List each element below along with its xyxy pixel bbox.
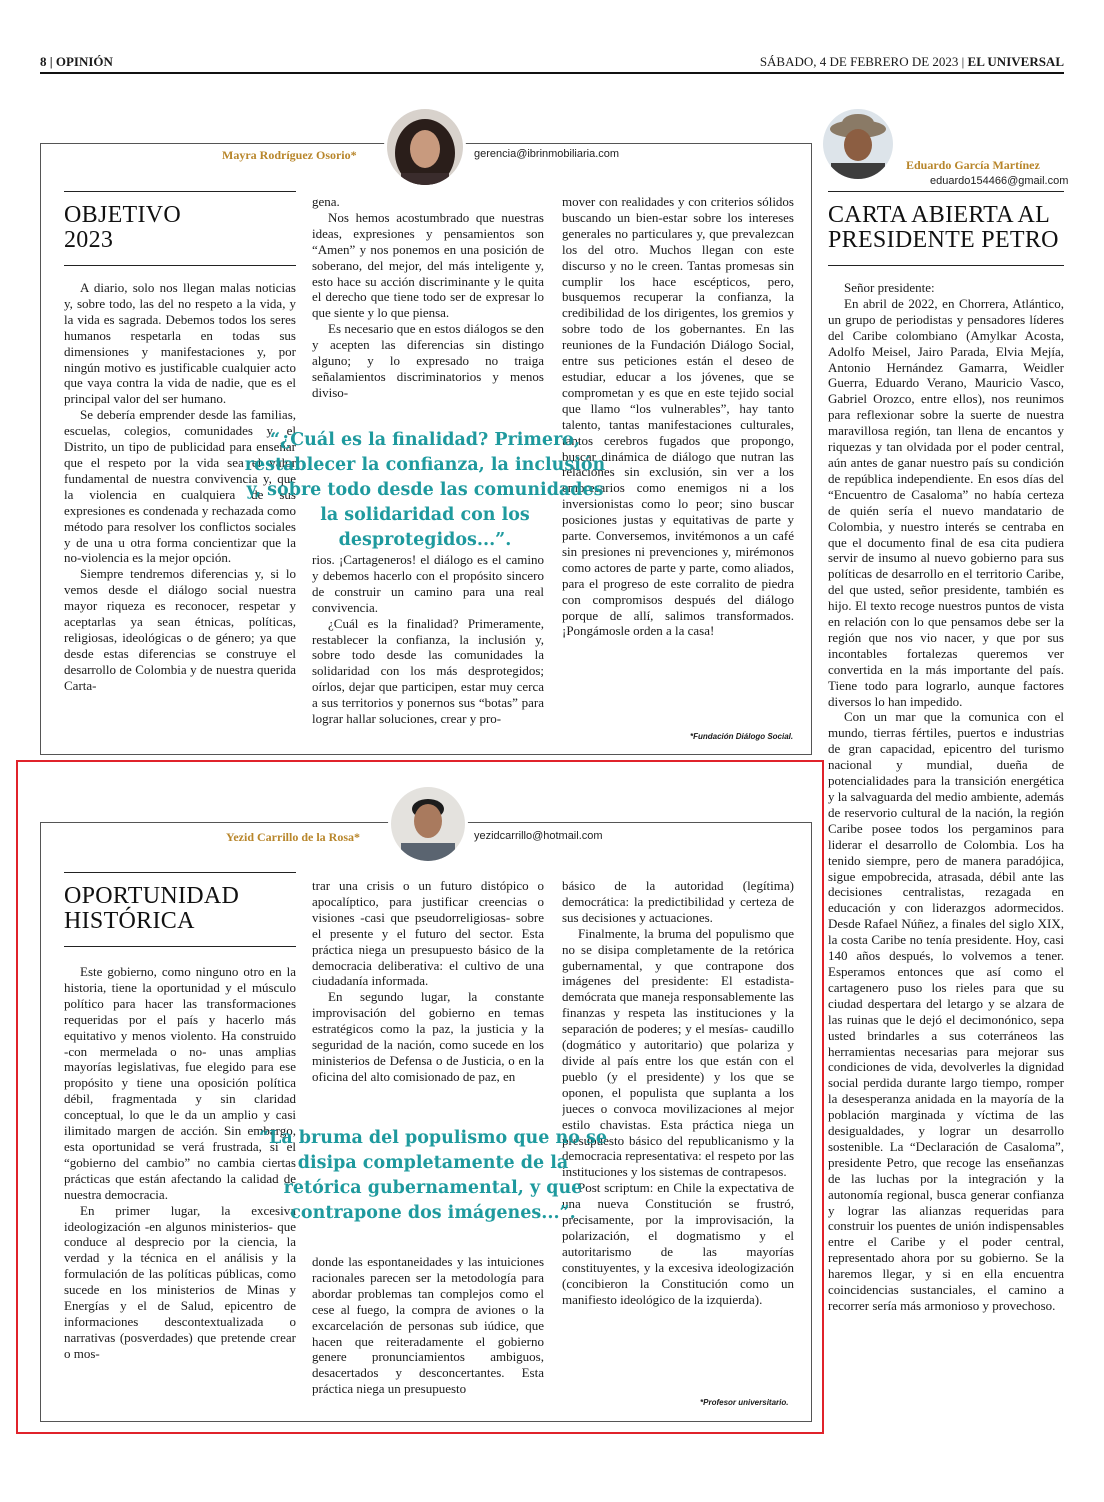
paragraph: rios. ¡Cartageneros! el diálogo es el camino y debemos hacerlo con el propósito sincero de construir un camino para una real convivencia.: [312, 552, 544, 615]
headline-rule-bottom: [64, 265, 296, 266]
author-photo: [820, 106, 896, 182]
pull-quote: “La bruma del populismo que no se disipa completamente de la retórica gubernamental, y que contrapone dos imágenes...”.: [258, 1128, 607, 1223]
headline-line-2: PRESIDENTE PETRO: [828, 227, 1059, 253]
page-section-label: 8 | OPINIÓN: [40, 54, 113, 69]
headline-rule-bottom: [828, 265, 1064, 266]
pull-quote: “¿Cuál es la finalidad? Primero, restablecer la confianza, la inclusión y, sobre todo desde las comunidades la solidaridad con los desprotegidos...”.: [244, 430, 606, 550]
page-date-masthead: [760, 54, 1064, 70]
paragraph: Es necesario que en estos diálogos se den y acepten las diferencias sin distingo alguno; y lo expresado no traiga señalamientos discriminatorios y menos diviso-: [312, 321, 544, 400]
paragraph: En primer lugar, la excesiva ideologización -en algunos ministerios- que conduce al desprecio por la ciencia, la verdad y la técnica en el análisis y la formulación de las políticas públicas, como sucede en los ministerios de Minas y Energías y el de Salud, epicentro de informaciones descontextualizada o narrativas (posverdades) que pretende crear o mos-: [64, 1202, 296, 1361]
paragraph: Finalmente, la bruma del populismo que no se disipa completamente de la retórica gubernamental, y que contrapone dos imágenes del presidente: El estadista-demócrata que maneja responsablemente las finanzas y respeta las instituciones y la separación de poderes; y el mesías- caudillo (dogmático y autoritario) que polariza y divide al país entre los que están con el pueblo (y el presidente) y los que se oponen, el populista que suplanta a los jueces o convoca movilizaciones al mejor estilo chavistas. Esta práctica niega un presupuesto básico del republicanismo y la democracia representativa: el respeto por las instituciones y los sistemas de contrapesos.: [562, 925, 794, 1180]
author-signature: *Profesor universitario.: [700, 1398, 789, 1407]
paragraph: donde las espontaneidades y las intuiciones racionales parecen ser la metodología para abordar problemas tan complejos como el cese al fuego, la compra de aviones o la excarcelación de personas sub iúdice, que hacen que reiteradamente el gobierno genere pronunciamientos ambiguos, desacertados y desconcertantes. Esta práctica niega un presupuesto: [312, 1254, 544, 1397]
paragraph: Con un mar que la comunica con el mundo, tierras fértiles, puertos e industrias de gran capacidad, epicentro del turismo nacional y mundial, dueña de potencialidades para la transición energética y la salvaguarda del medio ambiente, además de reservorio cultural de la nación, la región Caribe posee todos los pergaminos para liderar el desarrollo de Colombia. Los ha tenido siempre, pero de manera paradójica, sigue empobrecida, atrasada, débil ante las decisiones centralistas, rezagada en educación y con liderazgos adormecidos. Desde Rafael Núñez, a finales del siglo XIX, la costa Caribe no tenía presidente. Hoy, casi 140 años después, lo volvemos a tener. Esperamos entonces que así como el cartagenero puso los rieles para que su ciudad despertara del letargo y se alzara de las ruinas que le dejó el decimonónico, sepa usted brindarles a sus coterráneos las herramientas necesarias para mejorar sus condiciones de vida, devolverles la dignidad social perdida durante largo tiempo, romper la desesperanza anidada en la mayoría de la población marginada y víctima de las desigualdades, y lograr un desarrollo sostenible. La “Declaración de Casaloma”, presidente Petro, que recoge las enseñanzas de las luchas por la integración y la autonomía regional, busca generar confianza y lograr las alianzas requeridas para construir los puentes de unión indispensables entre el Caribe y el poder central, representado ahora por su gobierno. Se la haremos llegar, y si en ella encuentra coincidencias sustanciales, el camino a recorrer sería más armonioso y provechoso.: [828, 709, 1064, 1313]
paragraph: Nos hemos acostumbrado que nuestras ideas, expresiones y pensamientos son “Amen” y nos ponemos en una posición de soberano, del mejor, del más inteligente y, esto hace su acción discriminante y le quita el derecho que tiene todo ser de expresar lo que siente y lo que piensa.: [312, 209, 544, 321]
paragraph: Post scriptum: en Chile la expectativa de una nueva Constitución se frustró, precisamente, por la improvisación, la polarización, el dogmatismo y el autoritarismo de las mayorías constituyentes, y la excesiva ideologización (concibieron la Constitución como un manifiesto ideológico de la izquierda).: [562, 1180, 794, 1307]
article-column-2-top: [312, 194, 544, 406]
headline-line-1: CARTA ABIERTA AL: [828, 202, 1051, 228]
portrait-icon: [823, 109, 893, 179]
headline-rule: [64, 191, 296, 192]
headline-line-1: OBJETIVO: [64, 202, 182, 228]
paragraph: En abril de 2022, en Chorrera, Atlántico, un grupo de periodistas y pensadores líderes del Caribe colombiano (Amylkar Acosta, Adolfo Meisel, Jairo Parada, Elvia Mejía, Antonio Hernández Gamarra, Weidler Guerra, Eduardo Verano, Mauricio Vasco, Gabriel Orozco, entre ellos), nos reunimos para reflexionar sobre la suerte de nuestra maravillosa región, tan llena de encantos y riquezas y tan olvidada por el poder central, aún antes de ganar nuestro país su condición de república independiente. En esos días del “Encuentro de Casaloma” no había certeza de quién sería el nuevo mandatario de Colombia, y nuestro interés se centraba en que el documento final de esa cita pudiera servir de insumo al nuevo gobierno para sus políticas de desarrollo en el territorio Caribe, del que usted, señor presidente, también es hijo. El texto recoge nuestros puntos de vista en relación con lo que pensamos debe ser la región que nos vio nacer, y que por sus incontables fortalezas queremos ver convertida en la más importante del país. Tiene todo para lograrlo, aunque factores diversos lo han impedido.: [828, 295, 1064, 709]
author-email: yezidcarrillo@hotmail.com: [474, 830, 603, 842]
article-column-2-bottom: [312, 552, 544, 744]
portrait-icon: [387, 109, 463, 185]
paragraph: Este gobierno, como ninguno otro en la historia, tiene la oportunidad y el músculo político para hacer las transformaciones requeridas por el país y hacerlo más equitativo y menos violento. Ha construido -con mermelada o no- unas amplias mayorías legislativas, fue elegido para ese propósito y tiene una oposición política débil, fragmentada y sin claridad conceptual, lo que le da un amplio y casi ilimitado margen de acción. Sin embargo, esta oportunidad se verá frustrada, si el “gobierno del cambio” no cambia ciertas prácticas que están afectando la calidad de nuestra democracia.: [64, 964, 296, 1202]
paragraph: ¿Cuál es la finalidad? Primeramente, restablecer la confianza, la inclusión y, sobre todo desde las comunidades la solidaridad con los más desprotegidos; oírlos, dejar que participen, estar muy cerca a sus territorios y ponernos sus “botas” para lograr hallar soluciones, crear y pro-: [312, 615, 544, 727]
author-name: Yezid Carrillo de la Rosa*: [226, 830, 360, 844]
author-signature: *Fundación Diálogo Social.: [690, 732, 794, 741]
paragraph: Siempre tendremos diferencias y, si lo vemos desde el diálogo social nuestra mayor riqueza es reconocer, respetar y aceptarlas ya sean étnicas, políticas, religiosas, ideológicas o de género; ya que desde estas diferencias se construye el desarrollo de Colombia y de nuestra querida Carta-: [64, 566, 296, 693]
highlight-selection-frame: [16, 760, 824, 1434]
article-column-body: [828, 280, 1064, 1410]
paragraph: trar una crisis o un futuro distópico o apocalíptico, para justificar creencias o visiones -casi que pseudorreligiosas- sobre el presente y el futuro del sector. Esta práctica niega un presupuesto básico de la democracia deliberativa: el cultivo de una ciudadanía informada.: [312, 878, 544, 989]
paragraph: A diario, solo nos llegan malas noticias y, sobre todo, las del no respeto a la vida, y la vida es sagrada. Debemos todos los seres humanos respetarla en todas sus dimensiones y manifestaciones y, por ningún motivo es justificable cualquier acto que vaya contra la vida de nadie, que es el principal valor del ser humano.: [64, 280, 296, 407]
header-rule: [40, 72, 1064, 74]
author-email: eduardo154466@gmail.com: [930, 175, 1069, 187]
paragraph: mover con realidades y con criterios sólidos buscando un bien-estar sobre los intereses generales no particulares y, que prevalezcan los del otro. Muchos llegan con este discurso y no le creen. Tantas promesas sin cumplir los hace escépticos, pero, busquemos recuperar la confianza, la credibilidad de los dirigentes, los gremios y sobre todo de los gobernantes. En las reuniones de la Fundación Diálogo Social, entre sus peticiones están el deseo de estudiar, educar a los jóvenes, que se comprometan y es que en este tejido social que llamo “los vulnerables”, hay tanto talento, tantas manifestaciones culturales, tantos cerebros fugados que propongo, buscar dinámica de diálogo que nutran las relaciones sin exclusión, sin ver a los empresarios como enemigos ni a los inversionistas como lo peor; sino buscar posiciones justas y equitativas de parte y parte. Conversemos, invitémonos a un café sin presiones ni prevenciones y, mirémonos como actores de parte y parte, como aliados, para el progreso de este corralito de piedra con compromisos después del diálogo porque de allí, salimos transformados. ¡Pongámosle orden a la casa!: [562, 194, 794, 639]
paragraph: En segundo lugar, la constante improvisación del gobierno en temas estratégicos como la paz, la justicia y la seguridad de la nación, como sucede en los ministerios de Defensa o de Justicia, o en la oficina del alto comisionado de paz, en: [312, 989, 544, 1084]
paragraph: gena.: [312, 194, 340, 209]
author-photo: [384, 106, 466, 188]
page-date: SÁBADO, 4 DE FEBRERO DE 2023 |: [759, 54, 965, 69]
headline-line-1: OPORTUNIDAD: [64, 883, 240, 909]
headline-line-2: HISTÓRICA: [64, 908, 195, 934]
article-headline: [828, 203, 1059, 253]
author-name: Eduardo García Martínez: [906, 158, 1040, 172]
paragraph: Se debería emprender desde las familias, escuelas, colegios, comunidades y el Distrito, un tipo de publicidad para enseñar que el respeto por la vida sea el valor fundamental de nuestra convivencia y, que la violencia en cualquiera de sus expresiones es condenada y rechazada como método para resolver los conflictos sociales y de una u otra forma concientizar que la no-violencia es la mejor opción.: [64, 407, 296, 566]
page-header: [40, 54, 1064, 70]
headline-line-2: 2023: [64, 227, 114, 253]
newspaper-name: EL UNIVERSAL: [967, 54, 1064, 69]
article-headline: [64, 203, 181, 253]
paragraph: básico de la autoridad (legítima) democrática: la predictibilidad y certeza de sus decisiones y actuaciones.: [562, 878, 794, 925]
author-email: gerencia@ibrinmobiliaria.com: [474, 148, 620, 160]
headline-rule: [828, 191, 1064, 192]
paragraph: Señor presidente:: [844, 280, 935, 295]
author-name: Mayra Rodríguez Osorio*: [222, 148, 357, 162]
